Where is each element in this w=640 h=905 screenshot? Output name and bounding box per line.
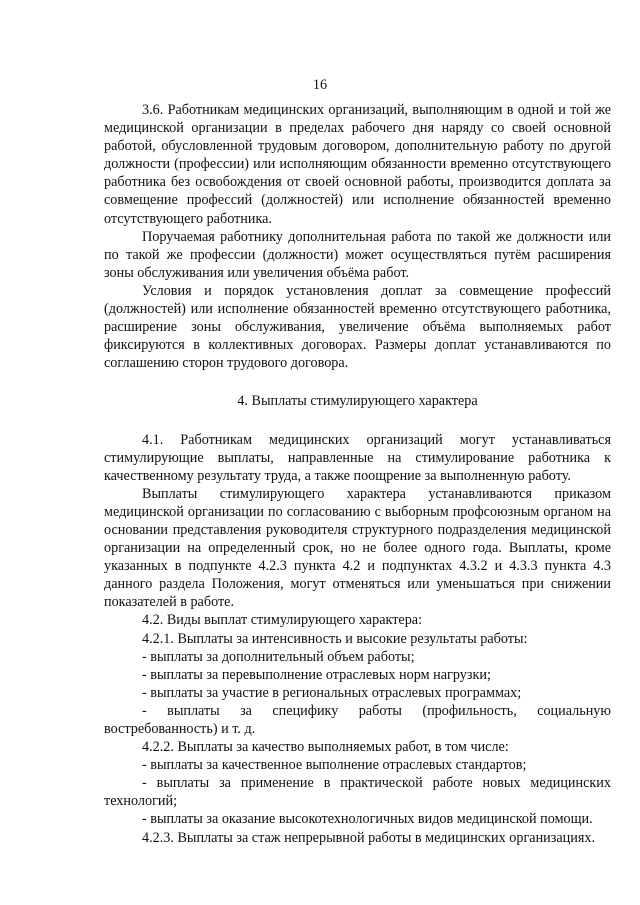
list-item: - выплаты за качественное выполнение отраслевых стандартов; <box>142 757 527 774</box>
section-heading: 4. Выплаты стимулирующего характера <box>237 393 478 410</box>
paragraph-additional-work: Поручаемая работнику дополнительная работа по такой же должности или по такой же профессии (должности) может осуществляться путём расширения зоны обслуживания или увеличения объёма работ. <box>104 228 611 281</box>
list-item: - выплаты за перевыполнение отраслевых норм нагрузки; <box>142 666 491 683</box>
paragraph-4-1: 4.1. Работникам медицинских организаций могут устанавливаться стимулирующие выплаты, направленные на стимулирование работника к качественному результату труда, а также поощрение за выполненную работу. <box>104 431 611 484</box>
page-number: 16 <box>312 77 328 93</box>
paragraph-4-2-2: 4.2.2. Выплаты за качество выполняемых работ, в том числе: <box>142 739 509 756</box>
paragraph-4-2-1: 4.2.1. Выплаты за интенсивность и высокие результаты работы: <box>142 630 528 647</box>
paragraph-conditions: Условия и порядок установления доплат за совмещение профессий (должностей) или исполнение обязанностей временно отсутствующего работника, расширение зоны обслуживания, увеличение объёма выполняемых работ фиксируются в коллективных договорах. Размеры доплат устанавливаются по соглашению сторон трудового договора. <box>104 282 611 372</box>
list-item: - выплаты за применение в практической работе новых медицинских технологий; <box>104 775 611 810</box>
paragraph-incentive-payments: Выплаты стимулирующего характера устанавливаются приказом медицинской организации по согласованию с выборным профсоюзным органом на основании представления руководителя структурного подразделения медицинской организации на определенный срок, но не более одного года. Выплаты, кроме указанных в подпункте 4.2.3 пункта 4.2 и подпунктах 4.3.2 и 4.3.3 пункта 4.3 данного раздела Положения, могут отменяться или уменьшаться при снижении показателей в работе. <box>104 485 611 611</box>
document-body <box>104 101 611 847</box>
paragraph-4-2: 4.2. Виды выплат стимулирующего характера: <box>142 612 423 629</box>
paragraph-4-2-3: 4.2.3. Выплаты за стаж непрерывной работы в медицинских организациях. <box>142 829 596 846</box>
list-item: - выплаты за дополнительный объем работы; <box>142 648 415 665</box>
list-item: - выплаты за оказание высокотехнологичных видов медицинской помощи. <box>142 811 593 828</box>
list-item: - выплаты за специфику работы (профильность, социальную востребованность) и т. д. <box>104 702 611 737</box>
paragraph-3-6: 3.6. Работникам медицинских организаций, выполняющим в одной и той же медицинской организации в пределах рабочего дня наряду со своей основной работой, обусловленной трудовым договором, дополнительную работу по другой должности (профессии) или исполняющим обязанности временно отсутствующего работника без освобождения от своей основной работы, производится доплата за совмещение профессий (должностей) или исполнение обязанностей временно отсутствующего работника. <box>104 102 611 227</box>
list-item: - выплаты за участие в региональных отраслевых программах; <box>142 684 522 701</box>
